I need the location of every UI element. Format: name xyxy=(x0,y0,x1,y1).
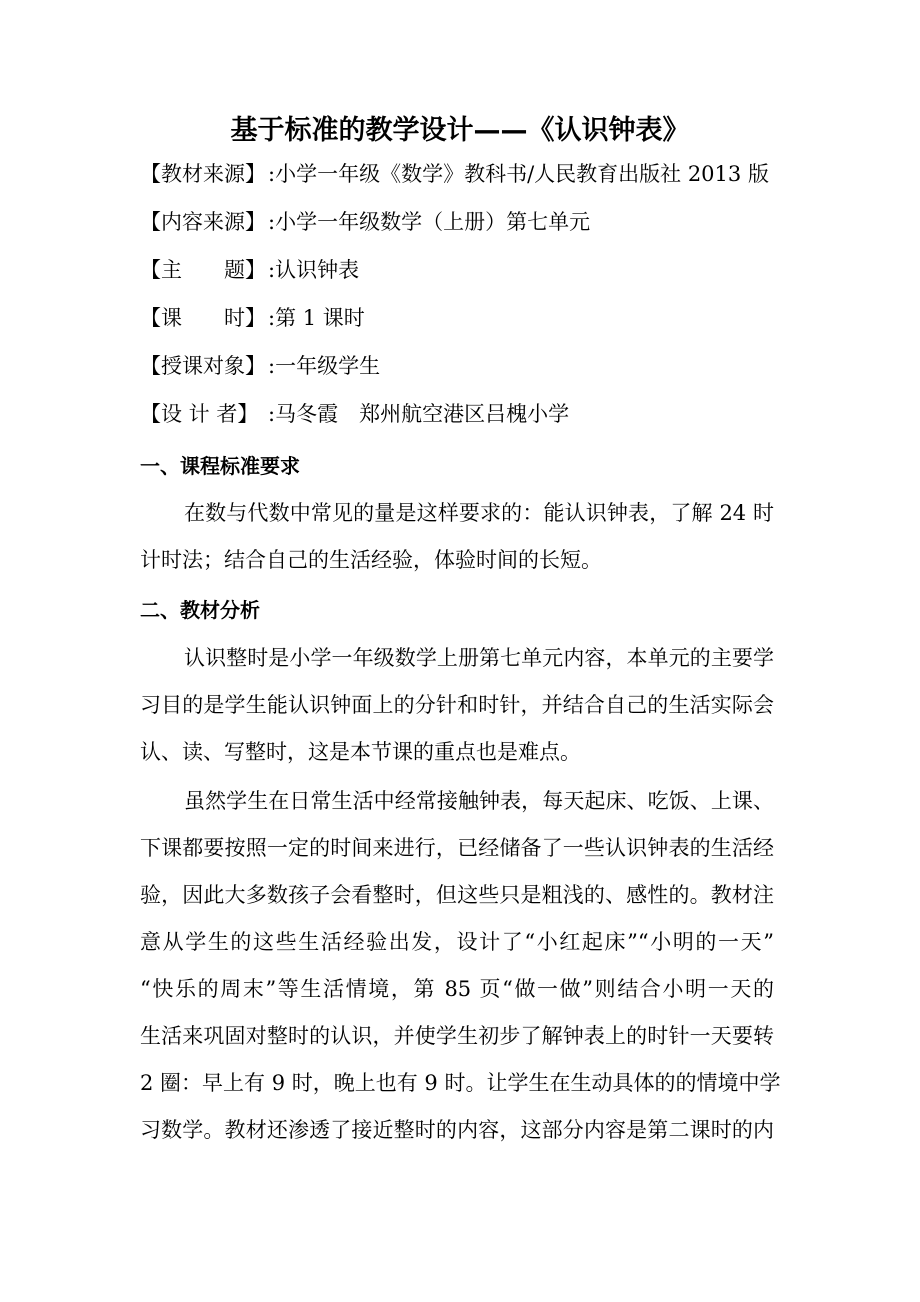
paragraph-line: 意从学生的这些生活经验出发，设计了“小红起床”“小明的一天” xyxy=(140,930,774,954)
paragraph-line: 生活来巩固对整时的认识，并使学生初步了解钟表上的时针一天要转 xyxy=(140,1024,774,1048)
meta-key: 【教材来源】 xyxy=(140,162,266,186)
meta-value: :认识钟表 xyxy=(268,258,360,282)
meta-row-audience xyxy=(140,351,790,381)
paragraph-line: 认识整时是小学一年级数学上册第七单元内容，本单元的主要学 xyxy=(184,646,774,670)
meta-value: :一年级学生 xyxy=(268,354,381,378)
meta-value: :小学一年级《数学》教科书/人民教育出版社 2013 版 xyxy=(268,162,769,186)
paragraph-line: 在数与代数中常见的量是这样要求的：能认识钟表，了解 24 时 xyxy=(184,501,774,525)
meta-row-textbook-source xyxy=(140,159,790,189)
section-heading-curriculum: 一、课程标准要求 xyxy=(140,454,300,478)
meta-key: 【课 时】 xyxy=(140,306,266,330)
meta-value: :小学一年级数学（上册）第七单元 xyxy=(268,210,591,234)
meta-value: :马冬霞 郑州航空港区吕槐小学 xyxy=(268,402,570,426)
meta-row-topic xyxy=(140,255,790,285)
paragraph-line: 下课都要按照一定的时间来进行，已经储备了一些认识钟表的生活经 xyxy=(140,836,774,860)
meta-key: 【设 计 者】 xyxy=(140,402,259,426)
paragraph-line: 习目的是学生能认识钟面上的分针和时针，并结合自己的生活实际会 xyxy=(140,693,774,717)
meta-key: 【内容来源】 xyxy=(140,210,266,234)
section-heading-textbook-analysis: 二、教材分析 xyxy=(140,598,260,622)
document-title: 基于标准的教学设计——《认识钟表》 xyxy=(230,115,690,146)
paragraph-line: 习数学。教材还渗透了接近整时的内容，这部分内容是第二课时的内 xyxy=(140,1118,774,1142)
meta-key: 【授课对象】 xyxy=(140,354,266,378)
paragraph-line: “快乐的周末”等生活情境，第 85 页“做一做”则结合小明一天的 xyxy=(140,977,774,1001)
paragraph-line: 验，因此大多数孩子会看整时，但这些只是粗浅的、感性的。教材注 xyxy=(140,883,774,907)
meta-row-content-source xyxy=(140,207,790,237)
meta-row-designer xyxy=(140,399,790,429)
meta-key: 【主 题】 xyxy=(140,258,266,282)
paragraph-line: 虽然学生在日常生活中经常接触钟表，每天起床、吃饭、上课、 xyxy=(184,789,774,813)
paragraph-line: 认、读、写整时，这是本节课的重点也是难点。 xyxy=(140,740,581,764)
meta-row-class-hours xyxy=(140,303,790,333)
paragraph-line: 2 圈：早上有 9 时，晚上也有 9 时。让学生在生动具体的的情境中学 xyxy=(140,1071,781,1095)
paragraph-line: 计时法；结合自己的生活经验，体验时间的长短。 xyxy=(140,548,602,572)
meta-value: :第 1 课时 xyxy=(268,306,365,330)
